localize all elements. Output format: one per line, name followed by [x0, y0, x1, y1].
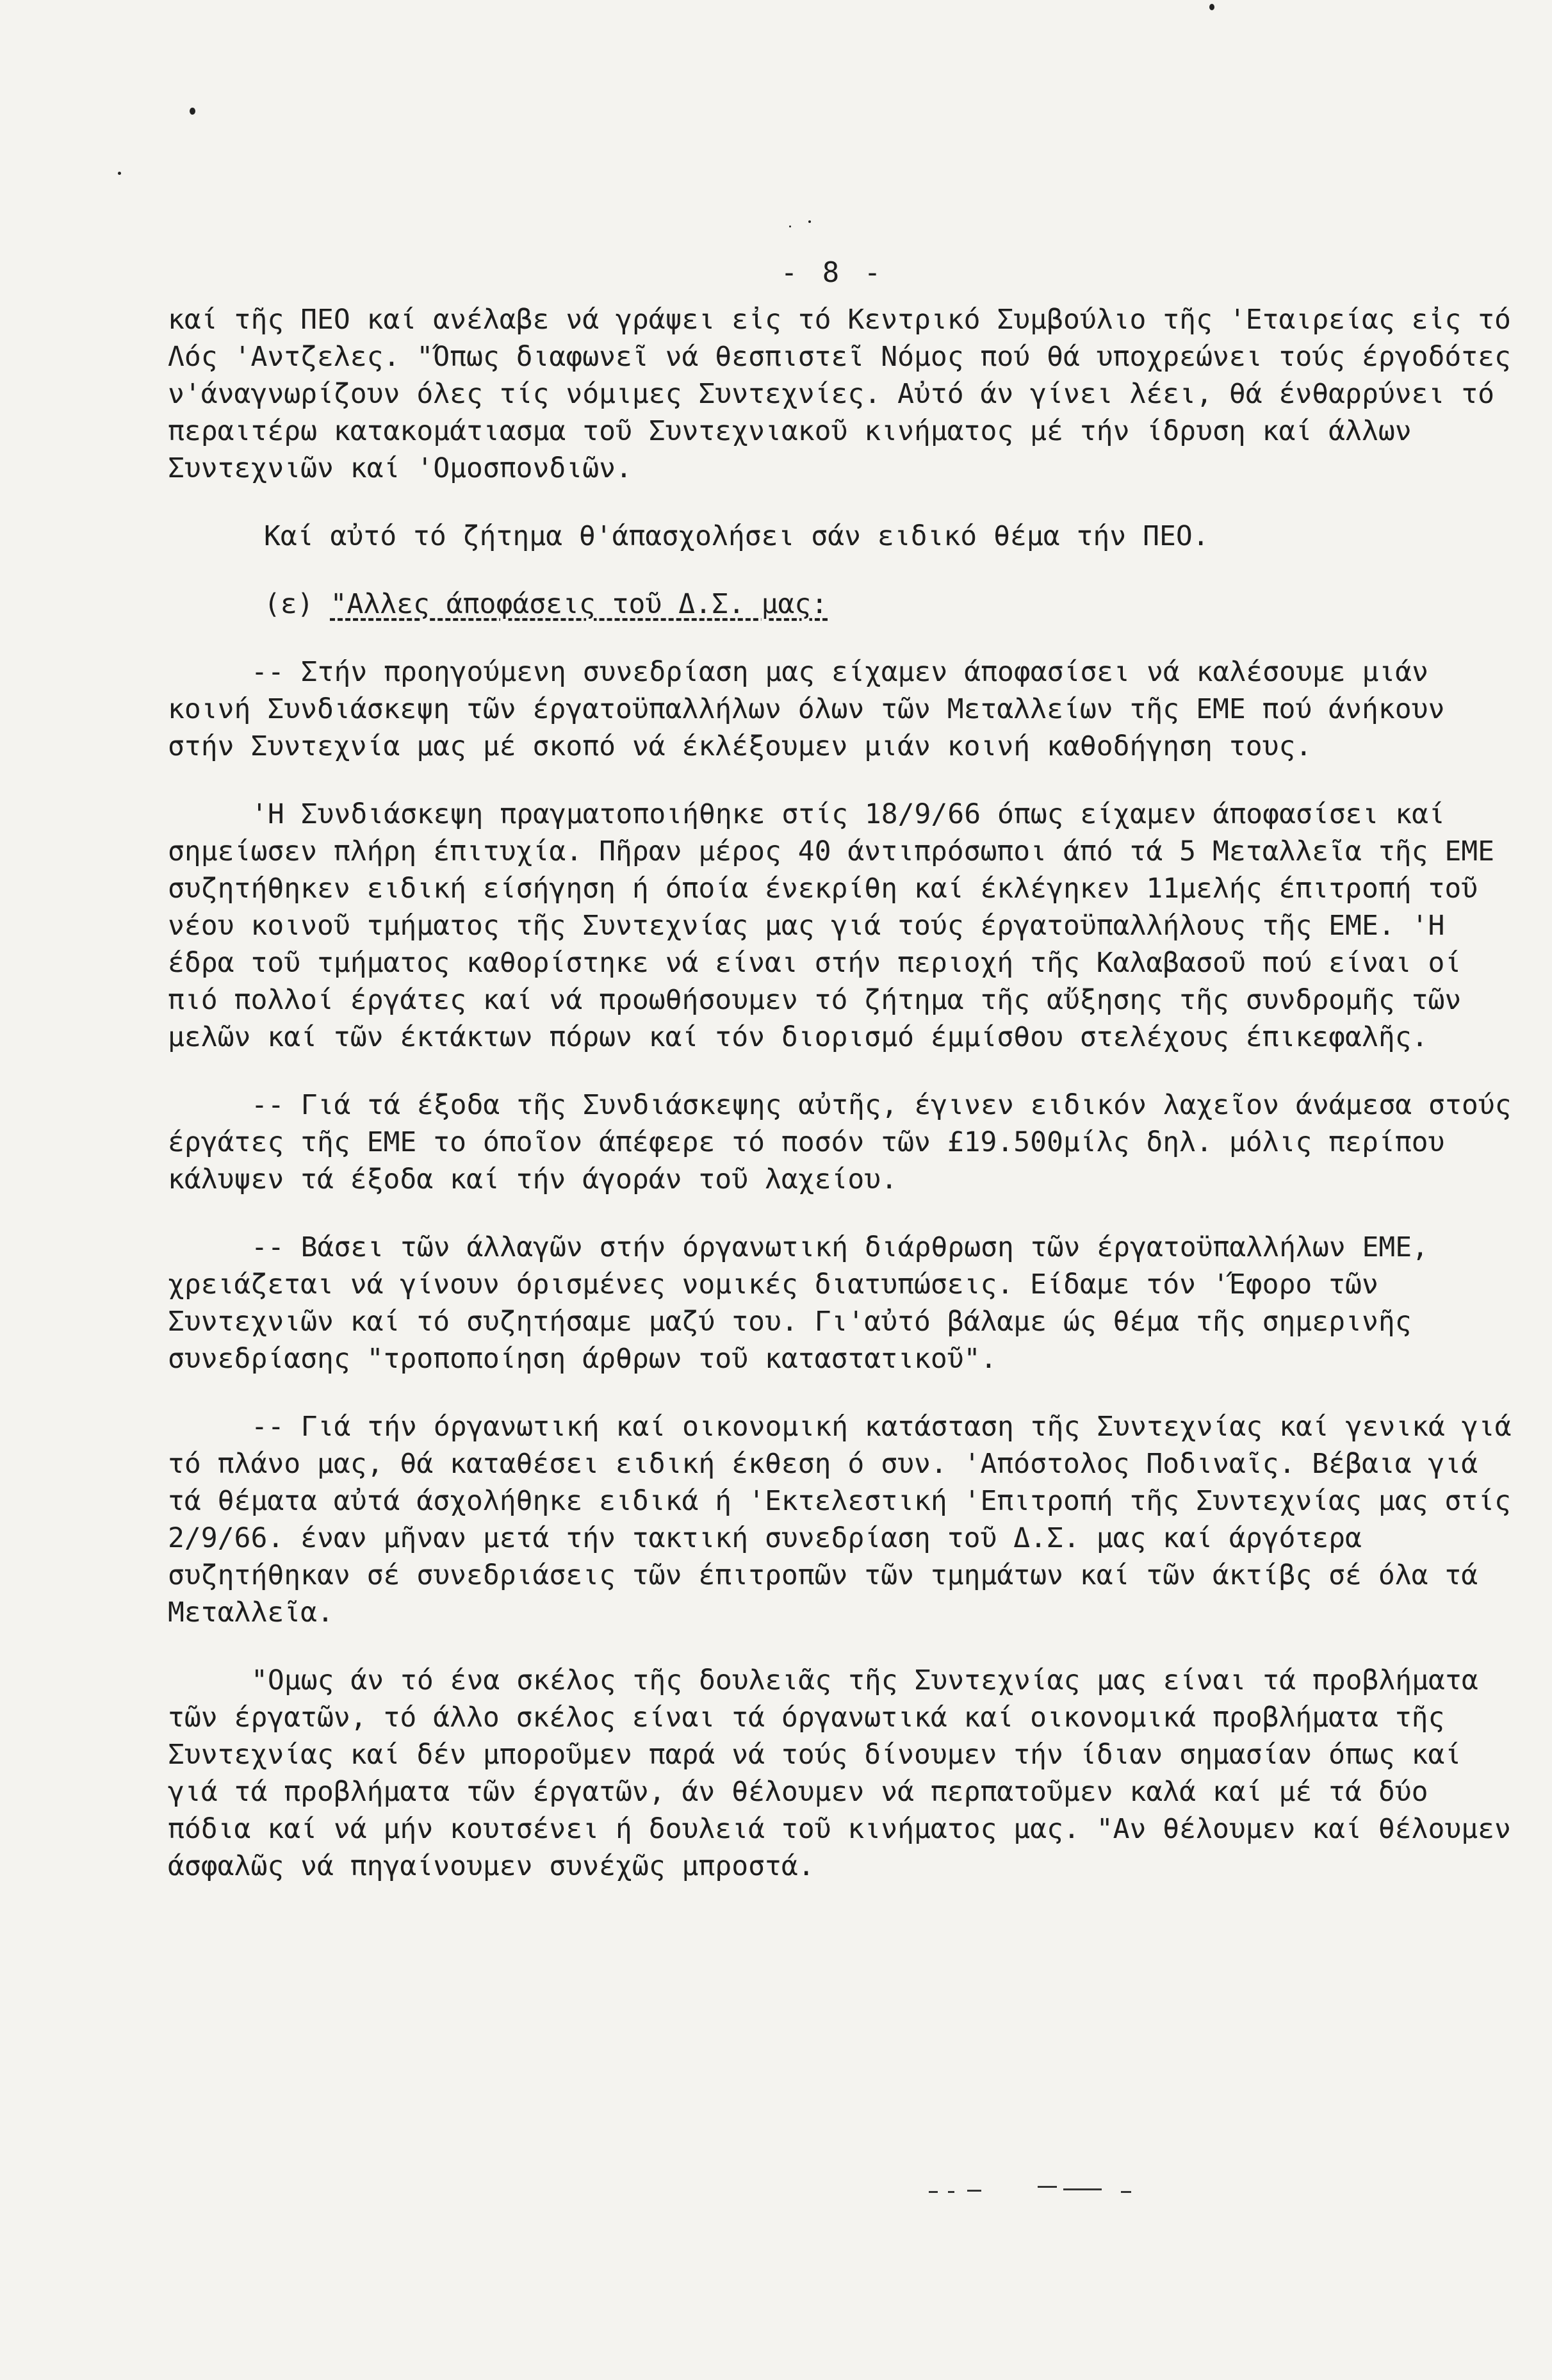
section-heading-prefix: (ε): [264, 588, 331, 620]
document-body: [168, 301, 1519, 1916]
scan-marks: [929, 2178, 1313, 2204]
paragraph-statute-amendment: -- Βάσει τῶν άλλαγῶν στήν όργανωτική διάρθρωση τῶν έργατοϋπαλλήλων ΕΜΕ, χρειάζεται νά γίνουν όρισμένες νομικές διατυπώσεις. Είδαμε τόν 'Έφορο τῶν Συντεχνιῶν καί τό συζητήσαμε μαζύ του. Γι'αὐτό βάλαμε ώς θέμα τῆς σημερινῆς συνεδρίασης "τροποποίηση άρθρων τοῦ καταστατικοῦ".: [168, 1231, 1429, 1375]
paragraph-peo-continuation: καί τῆς ΠΕΟ καί ανέλαβε νά γράψει εἰς τό Κεντρικό Συμβούλιο τῆς 'Εταιρείας εἰς τό Λός 'Αντζελες. "Όπως διαφωνεῖ νά θεσπιστεῖ Νόμος πού θά υποχρεώνει τούς έργοδότες ν'άναγνωρίζουν όλες τίς νόμιμες Συντεχνίες. Αὐτό άν γίνει λέει, θά ένθαρρύνει τό περαιτέρω κατακομάτιασμα τοῦ Συντεχνιακοῦ κινήματος μέ τήν ίδρυση καί άλλων Συντεχνιῶν καί 'Ομοσπονδιῶν.: [168, 304, 1511, 484]
page-number: - 8 -: [780, 256, 885, 289]
paragraph-conference-decision: -- Στήν προηγούμενη συνεδρίαση μας είχαμεν άποφασίσει νά καλέσουμε μιάν κοινή Συνδιάσκεψη τῶν έργατοϋπαλλήλων όλων τῶν Μεταλλείων τῆς ΕΜΕ πού άνήκουν στήν Συντεχνία μας μέ σκοπό νά έκλέξουμεν μιάν κοινή καθοδήγηση τους.: [168, 656, 1445, 762]
paragraph-conference-expenses: -- Γιά τά έξοδα τῆς Συνδιάσκεψης αὐτῆς, έγινεν ειδικόν λαχεῖον άνάμεσα στούς έργάτες τῆς ΕΜΕ το όποῖον άπέφερε τό ποσόν τῶν £19.500μίλς δηλ. μόλις περίπου κάλυψεν τά έξοδα καί τήν άγοράν τοῦ λαχείου.: [168, 1089, 1512, 1195]
scan-speck: [118, 172, 121, 175]
paragraph-organisational-report: -- Γιά τήν όργανωτική καί οικονομική κατάσταση τῆς Συντεχνίας καί γενικά γιά τό πλάνο μας, θά καταθέσει ειδική έκθεση ό συν. 'Απόστολος Ποδιναῖς. Βέβαια γιά τά θέματα αὐτά άσχολήθηκε ειδικά ή 'Εκτελεστική 'Επιτροπή τῆς Συντεχνίας μας στίς 2/9/66. έναν μῆναν μετά τήν τακτική συνεδρίαση τοῦ Δ.Σ. μας καί άργότερα συζητήθηκαν σέ συνεδριάσεις τῶν έπιτροπῶν τῶν τμημάτων καί τῶν άκτίβς σέ όλα τά Μεταλλεῖα.: [168, 1411, 1512, 1629]
scan-speck: [808, 220, 811, 223]
scan-speck: [190, 108, 195, 115]
scan-speck: [789, 226, 791, 227]
section-heading-e: [168, 586, 1519, 623]
scan-speck: [1209, 4, 1214, 10]
section-heading-title: "Αλλες άποφάσεις τοῦ Δ.Σ. μας:: [330, 588, 828, 620]
paragraph-closing: "Ομως άν τό ένα σκέλος τῆς δουλειᾶς τῆς Συντεχνίας μας είναι τά προβλήματα τῶν έργατῶν, τό άλλο σκέλος είναι τά όργανωτικά καί οικονομικά προβλήματα τῆς Συντεχνίας καί δέν μποροῦμεν παρά νά τούς δίνουμεν τήν ίδιαν σημασίαν όπως καί γιά τά προβλήματα τῶν έργατῶν, άν θέλουμεν νά περπατοῦμεν καλά καί μέ τά δύο πόδια καί νά μήν κουτσένει ή δουλειά τοῦ κινήματος μας. "Αν θέλουμεν καί θέλουμεν άσφαλῶς νά πηγαίνουμεν συνέχῶς μπροστά.: [168, 1664, 1511, 1882]
paragraph-peo-issue: Καί αὐτό τό ζήτημα θ'άπασχολήσει σάν ειδικό θέμα τήν ΠΕΟ.: [264, 520, 1209, 552]
paragraph-conference-result: 'Η Συνδιάσκεψη πραγματοποιήθηκε στίς 18/9/66 όπως είχαμεν άποφασίσει καί σημείωσεν πλήρη έπιτυχία. Πῆραν μέρος 40 άντιπρόσωποι άπό τά 5 Μεταλλεῖα τῆς ΕΜΕ συζητήθηκεν ειδική είσήγηση ή όποία ένεκρίθη καί έκλέγηκεν 11μελής έπιτροπή τοῦ νέου κοινοῦ τμήματος τῆς Συντεχνίας μας γιά τούς έργατοϋπαλλήλους τῆς ΕΜΕ. 'Η έδρα τοῦ τμήματος καθορίστηκε νά είναι στήν περιοχή τῆς Καλαβασοῦ πού είναι οί πιό πολλοί έργάτες καί νά προωθήσουμεν τό ζήτημα τῆς αὔξησης τῆς συνδρομῆς τῶν μελῶν καί τῶν έκτάκτων πόρων καί τόν διορισμό έμμίσθου στελέχους έπικεφαλῆς.: [168, 798, 1495, 1053]
